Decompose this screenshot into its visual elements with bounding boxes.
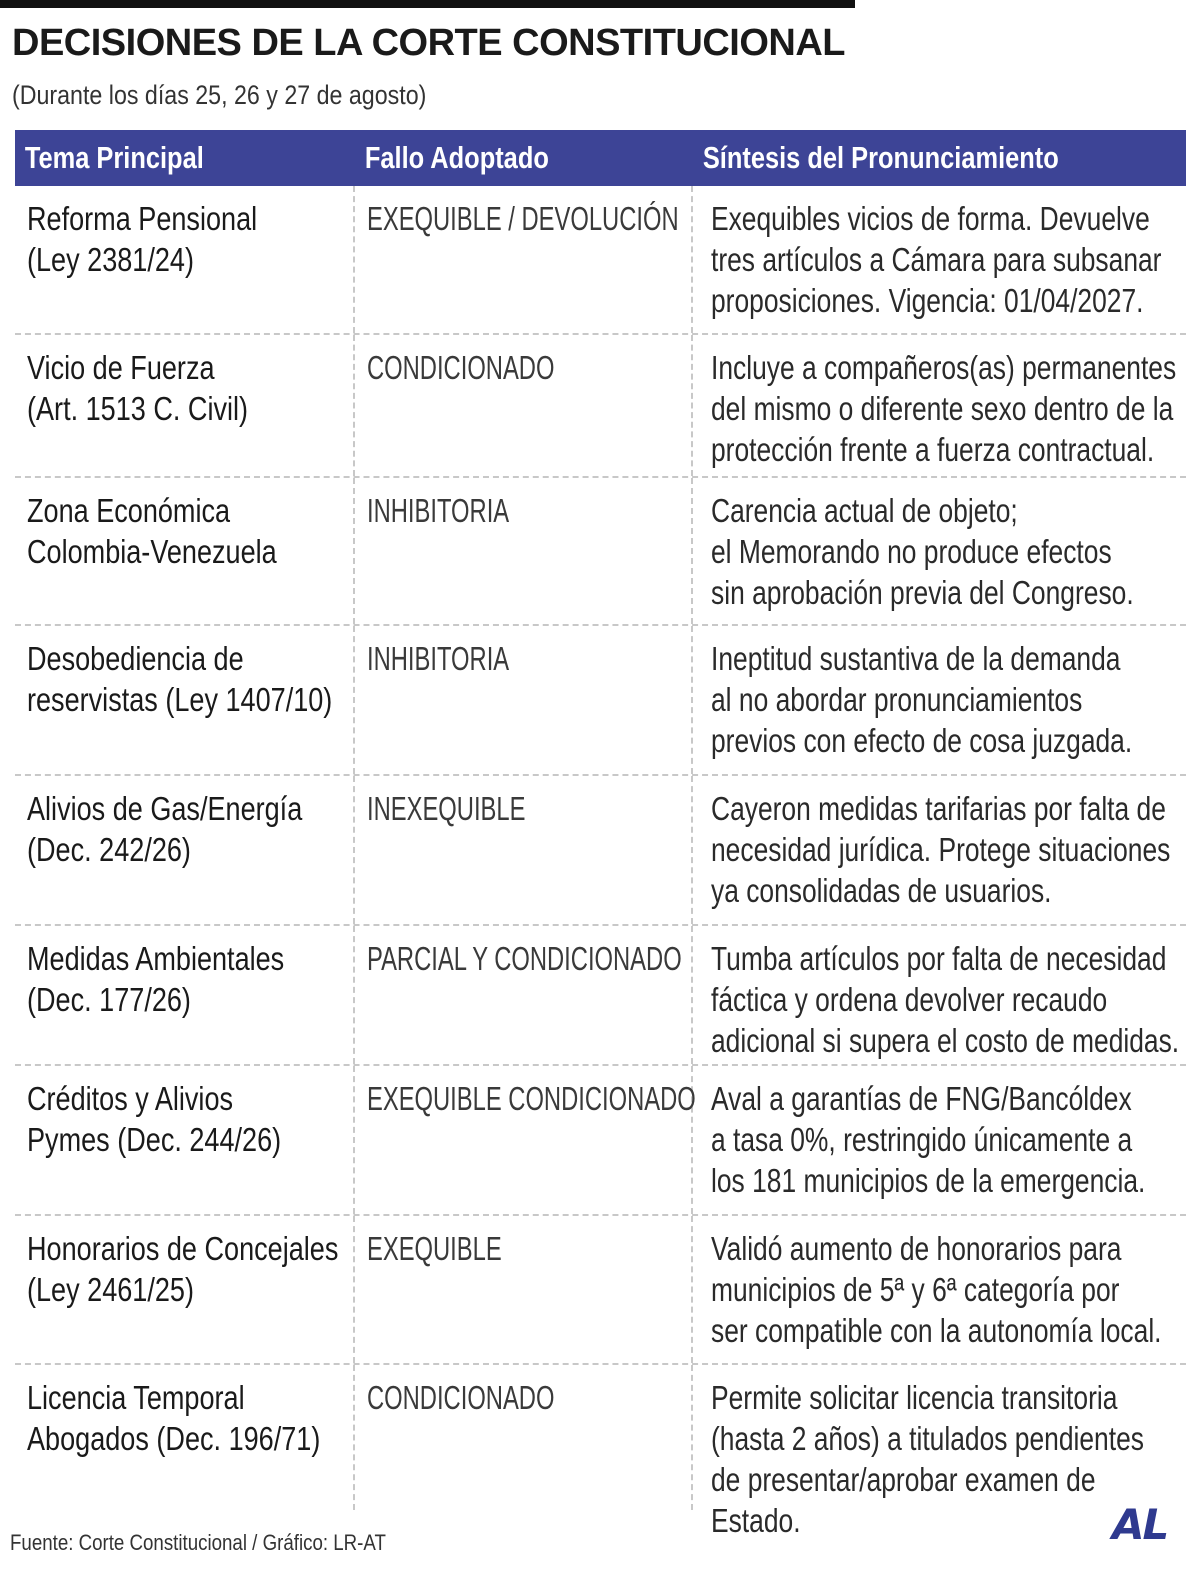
table-row — [15, 335, 1186, 478]
row-summary: Aval a garantías de FNG/Bancóldex a tasa 0%, restringido únicamente a los 181 municipios de la emergencia. — [711, 1080, 1146, 1199]
table-row — [15, 626, 1186, 776]
row-summary: Exequibles vicios de forma. Devuelve tres artículos a Cámara para subsanar proposiciones. Vigencia: 01/04/2027. — [711, 200, 1162, 319]
table-row — [15, 926, 1186, 1066]
row-summary: Incluye a compañeros(as) permanentes del mismo o diferente sexo dentro de la protección frente a fuerza contractual. — [711, 349, 1177, 468]
table-row — [15, 186, 1186, 335]
row-topic: Vicio de Fuerza (Art. 1513 C. Civil) — [27, 349, 249, 427]
row-topic: Zona Económica Colombia-Venezuela — [27, 492, 277, 570]
row-ruling: CONDICIONADO — [367, 349, 555, 386]
row-summary: Cayeron medidas tarifarias por falta de necesidad jurídica. Protege situaciones ya consolidadas de usuarios. — [711, 790, 1171, 909]
table-row — [15, 1365, 1186, 1539]
page-subtitle: (Durante los días 25, 26 y 27 de agosto) — [12, 80, 427, 110]
table-row — [15, 1066, 1186, 1216]
decisions-table — [15, 130, 1186, 1539]
row-topic: Alivios de Gas/Energía (Dec. 242/26) — [27, 790, 303, 868]
row-ruling: EXEQUIBLE / DEVOLUCIÓN — [367, 200, 679, 237]
row-ruling: INHIBITORIA — [367, 492, 510, 529]
top-rule — [0, 0, 855, 8]
row-ruling: CONDICIONADO — [367, 1379, 555, 1416]
row-summary: Validó aumento de honorarios para municipios de 5ª y 6ª categoría por ser compatible con la autonomía local. — [711, 1230, 1162, 1349]
row-topic: Honorarios de Concejales (Ley 2461/25) — [27, 1230, 339, 1308]
table-row — [15, 1216, 1186, 1365]
row-topic: Reforma Pensional (Ley 2381/24) — [27, 200, 258, 278]
column-header-summary: Síntesis del Pronunciamiento — [702, 140, 1059, 175]
table-row — [15, 776, 1186, 926]
row-topic: Desobediencia de reservistas (Ley 1407/10) — [27, 640, 333, 718]
row-ruling: INEXEQUIBLE — [367, 790, 526, 827]
row-ruling: EXEQUIBLE — [367, 1230, 502, 1267]
table-row — [15, 478, 1186, 626]
row-ruling: PARCIAL Y CONDICIONADO — [367, 940, 682, 977]
row-summary: Permite solicitar licencia transitoria (hasta 2 años) a titulados pendientes de presentar/aprobar examen de Estado. — [711, 1379, 1144, 1539]
row-summary: Ineptitud sustantiva de la demanda al no abordar pronunciamientos previos con efecto de cosa juzgada. — [711, 640, 1133, 759]
al-logo: AL — [1112, 1500, 1168, 1549]
row-ruling: INHIBITORIA — [367, 640, 510, 677]
column-header-ruling: Fallo Adoptado — [364, 140, 549, 175]
source-credit: Fuente: Corte Constitucional / Gráfico: LR-AT — [10, 1530, 386, 1555]
row-topic: Licencia Temporal Abogados (Dec. 196/71) — [27, 1379, 321, 1457]
row-topic: Créditos y Alivios Pymes (Dec. 244/26) — [27, 1080, 282, 1158]
row-topic: Medidas Ambientales (Dec. 177/26) — [27, 940, 285, 1018]
page-title: DECISIONES DE LA CORTE CONSTITUCIONAL — [12, 22, 846, 64]
row-summary: Tumba artículos por falta de necesidad fáctica y ordena devolver recaudo adicional si supera el costo de medidas. — [711, 940, 1180, 1059]
row-ruling: EXEQUIBLE CONDICIONADO — [367, 1080, 696, 1117]
table-header — [15, 130, 1186, 186]
column-header-topic: Tema Principal — [24, 140, 204, 175]
row-summary: Carencia actual de objeto; el Memorando no produce efectos sin aprobación previa del Congreso. — [711, 492, 1134, 611]
